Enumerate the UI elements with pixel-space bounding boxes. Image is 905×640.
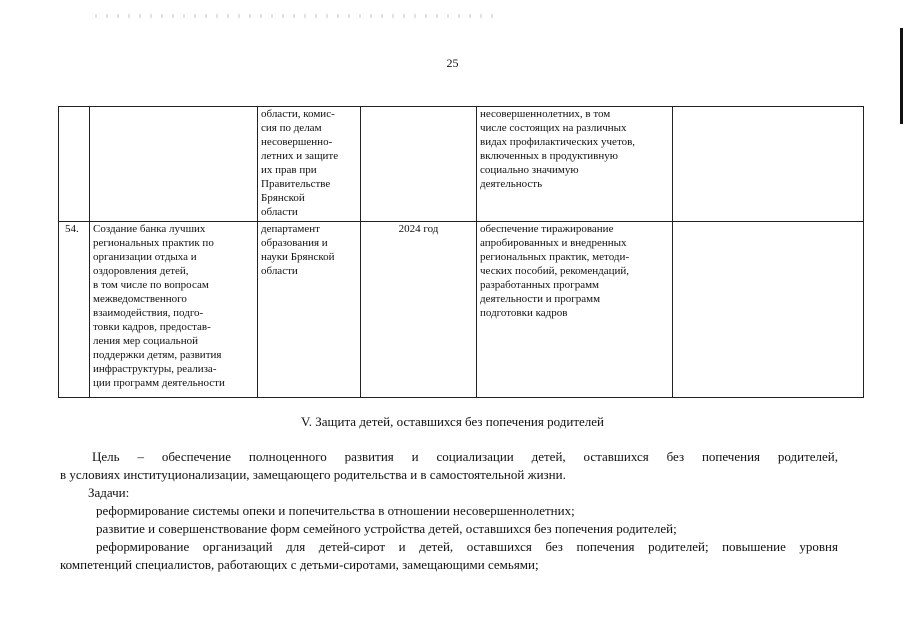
measures-table: [58, 106, 864, 398]
row-number-cell: [59, 107, 90, 222]
measure-cell: [90, 107, 258, 222]
task-item-1: реформирование системы опеки и попечительства в отношении несовершеннолетних;: [96, 503, 575, 518]
scan-edge-mark: [900, 28, 903, 124]
page-number: 25: [446, 56, 459, 70]
table-row: [59, 222, 864, 398]
row-number-cell: 54.: [59, 222, 90, 398]
deadline-cell: [361, 107, 477, 222]
goal-paragraph-line-1: Цель – обеспечение полноценного развития и социализации детей, оставшихся без попечения родителей,: [92, 449, 838, 464]
executor-cell: области, комис- сия по делам несовершенно- летних и защите их прав при Правительстве Брянской области: [258, 107, 361, 222]
section-heading: V. Защита детей, оставшихся без попечения родителей: [301, 414, 604, 429]
result-cell: несовершеннолетних, в том числе состоящих на различных видах профилактических учетов, включенных в продуктивную социально значимую деятельность: [477, 107, 673, 222]
result-cell: обеспечение тиражирование апробированных и внедренных региональных практик, методи- ческих пособий, рекомендаций, разработанных программ деятельности и программ подготовки кадров: [477, 222, 673, 398]
task-item-3-line-1: реформирование организаций для детей-сирот и детей, оставшихся без попечения родителей; повышение уровня: [96, 539, 838, 554]
note-cell: [673, 107, 864, 222]
scan-noise: [95, 14, 495, 18]
measure-cell: Создание банка лучших региональных практик по организации отдыха и оздоровления детей, в том числе по вопросам межведомственного взаимодействия, подго- товки кадров, предостав- ления мер социальной поддержки детям, развития инфраструктуры, реализа- ции программ деятельности: [90, 222, 258, 398]
tasks-label: Задачи:: [88, 485, 130, 500]
goal-paragraph-line-2: в условиях институционализации, замещающего родительства и в самостоятельной жизни.: [60, 467, 566, 482]
executor-cell: департамент образования и науки Брянской области: [258, 222, 361, 398]
task-item-2: развитие и совершенствование форм семейного устройства детей, оставшихся без попечения родителей;: [96, 521, 677, 536]
deadline-cell: 2024 год: [361, 222, 477, 398]
table-row: [59, 107, 864, 222]
task-item-3-line-2: компетенций специалистов, работающих с детьми-сиротами, замещающими семьями;: [60, 557, 539, 572]
note-cell: [673, 222, 864, 398]
